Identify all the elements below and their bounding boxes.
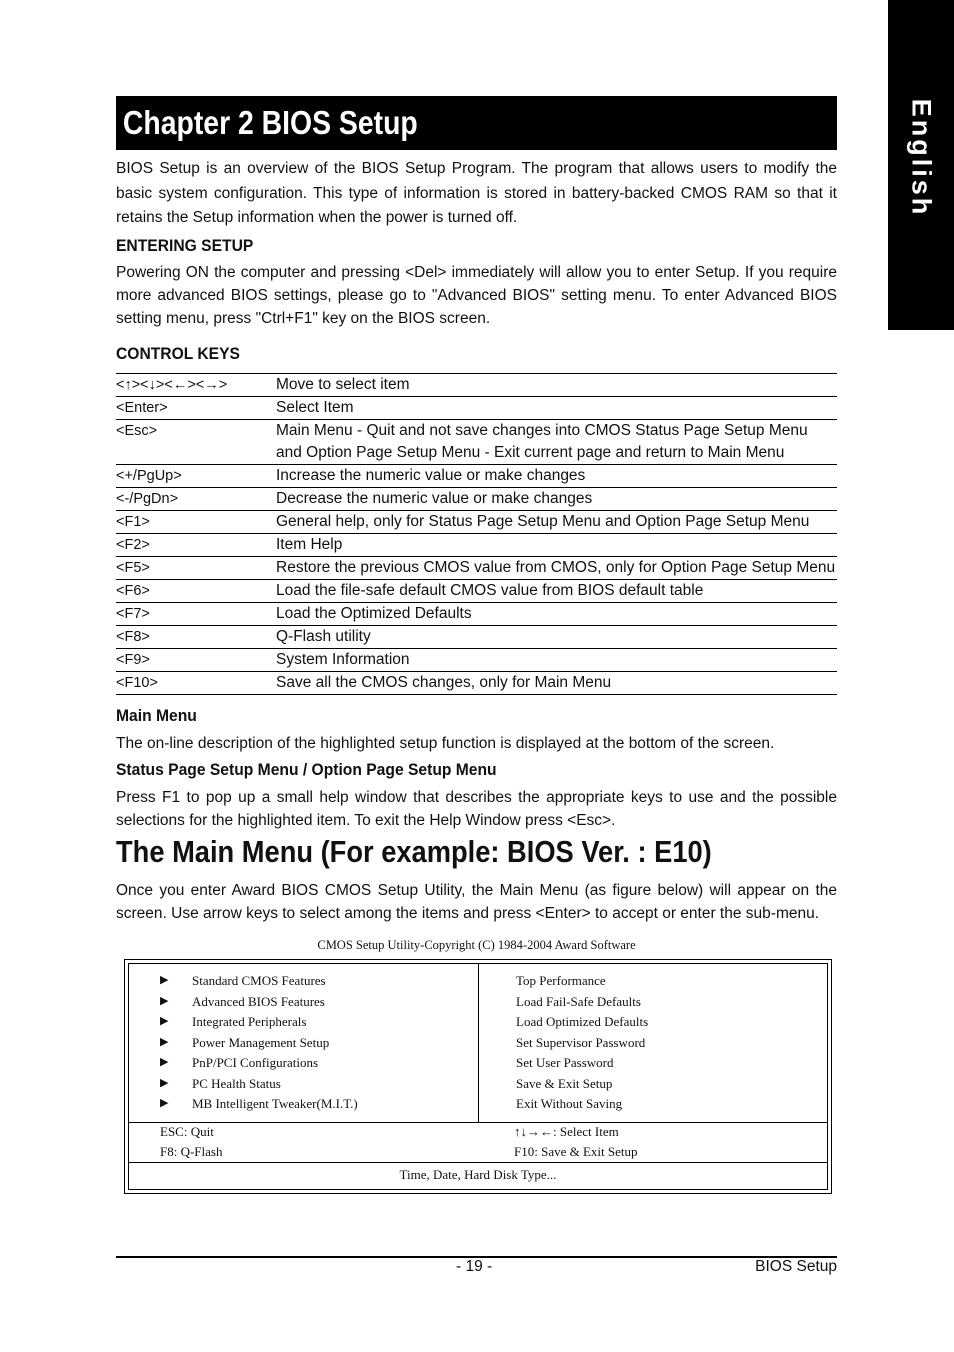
control-key-description: Select Item	[276, 399, 354, 416]
status-page-text: Press F1 to pop up a small help window that describes the appropriate keys to use and the possible selections for the highlighted item. To exit the Help Window press <Esc>.	[116, 789, 837, 829]
bios-caption: CMOS Setup Utility-Copyright (C) 1984-2004 Award Software	[317, 938, 636, 952]
control-key-name: <Esc>	[116, 423, 158, 439]
submenu-arrow-icon: ▶	[160, 1035, 169, 1048]
bios-menu-item[interactable]: Set Supervisor Password	[516, 1034, 646, 1050]
control-key-description: Move to select item	[276, 376, 410, 393]
footer-section-title: BIOS Setup	[755, 1258, 837, 1275]
control-key-name: <F10>	[116, 675, 158, 691]
control-key-name: <↑><↓><←><→>	[116, 377, 228, 393]
control-key-name: <F5>	[116, 560, 150, 576]
bios-menu-item[interactable]: Save & Exit Setup	[516, 1075, 613, 1091]
control-key-name: <F6>	[116, 583, 150, 599]
control-key-row	[116, 649, 837, 672]
control-key-name: <F9>	[116, 652, 150, 668]
control-key-description: Load the file-safe default CMOS value from BIOS default table	[276, 582, 704, 599]
bios-menu-item-label: Power Management Setup	[192, 1034, 330, 1050]
submenu-arrow-icon: ▶	[160, 1015, 169, 1027]
control-key-description: System Information	[276, 651, 410, 668]
f8-qflash-label: F8: Q-Flash	[160, 1144, 223, 1159]
control-key-description: Save all the CMOS changes, only for Main Menu	[276, 674, 612, 691]
control-key-description: Main Menu - Quit and not save changes into CMOS Status Page Setup Menu and Option Page Setup Menu - Exit current page and return to Main Menu	[276, 422, 808, 461]
chapter-title-bar	[116, 96, 837, 150]
bios-menu-item-label: PnP/PCI Configurations	[192, 1055, 319, 1070]
control-key-description: Load the Optimized Defaults	[276, 605, 472, 622]
control-key-name: <F1>	[116, 514, 150, 530]
control-key-name: <F7>	[116, 606, 150, 622]
entering-setup-text: Powering ON the computer and pressing <Del> immediately will allow you to enter Setup. If you require more advanced BIOS settings, please go to "Advanced BIOS" setting menu. To enter Advanced BIOS setting menu, press "Ctrl+F1" key on the BIOS screen.	[116, 264, 837, 327]
control-key-description: Q-Flash utility	[276, 628, 371, 645]
control-key-name: <-/PgDn>	[116, 491, 179, 507]
page-number: - 19 -	[456, 1258, 493, 1275]
control-key-name: <+/PgUp>	[116, 468, 182, 484]
entering-setup-heading: ENTERING SETUP	[116, 236, 254, 255]
control-key-row	[116, 580, 837, 603]
control-key-description: Restore the previous CMOS value from CMOS, only for Option Page Setup Menu	[276, 559, 836, 576]
bios-menu-item-label: MB Intelligent Tweaker(M.I.T.)	[192, 1096, 358, 1111]
intro-paragraph: BIOS Setup is an overview of the BIOS Setup Program. The program that allows users to modify the basic system configuration. This type of information is stored in battery-backed CMOS RAM so that it retains the Setup information when the power is turned off.	[116, 160, 837, 226]
select-item-label: ↑↓→←: Select Item	[514, 1124, 619, 1139]
control-key-row	[116, 374, 837, 397]
control-key-row	[116, 420, 837, 465]
control-key-row	[116, 557, 837, 580]
bios-screen-inner	[128, 963, 828, 1190]
language-tab-label: English	[906, 98, 937, 218]
bios-menu-item[interactable]: Load Fail-Safe Defaults	[516, 993, 641, 1009]
esc-quit-label: ESC: Quit	[160, 1124, 214, 1139]
control-keys-heading: CONTROL KEYS	[116, 344, 240, 363]
control-key-name: <F2>	[116, 537, 150, 553]
submenu-arrow-icon: ▶	[160, 974, 169, 986]
bios-left-menu	[129, 964, 479, 1122]
main-menu-text: The on-line description of the highlighted setup function is displayed at the bottom of the screen.	[116, 735, 775, 752]
bios-menu-item[interactable]: Top Performance	[516, 973, 606, 988]
f10-save-label: F10: Save & Exit Setup	[514, 1144, 638, 1159]
submenu-arrow-icon: ▶	[160, 1056, 169, 1068]
control-key-row	[116, 626, 837, 649]
control-key-name: <F8>	[116, 629, 150, 645]
control-key-row	[116, 511, 837, 534]
bios-screen-figure	[124, 959, 832, 1194]
bios-key-legend	[129, 1122, 827, 1163]
control-key-row	[116, 672, 837, 695]
bios-help-hint: Time, Date, Hard Disk Type...	[399, 1167, 557, 1182]
bios-menu-item-label: PC Health Status	[192, 1075, 281, 1091]
control-key-row	[116, 534, 837, 557]
control-key-description: Decrease the numeric value or make changes	[276, 490, 593, 507]
language-tab	[888, 0, 954, 330]
submenu-arrow-icon: ▶	[160, 1076, 169, 1089]
bios-menu-item-label: Advanced BIOS Features	[192, 993, 325, 1009]
status-page-heading: Status Page Setup Menu / Option Page Setup Menu	[116, 760, 497, 779]
control-keys-table	[116, 373, 837, 695]
submenu-arrow-icon: ▶	[160, 1097, 169, 1109]
bios-menu-item-label: Standard CMOS Features	[192, 973, 326, 988]
control-key-description: Item Help	[276, 536, 343, 553]
main-menu-example-title: The Main Menu (For example: BIOS Ver. : E10)	[116, 834, 712, 869]
main-menu-heading: Main Menu	[116, 706, 197, 725]
control-key-name: <Enter>	[116, 400, 168, 416]
control-key-description: General help, only for Status Page Setup Menu and Option Page Setup Menu	[276, 513, 810, 530]
bios-menu-item[interactable]: Set User Password	[516, 1055, 614, 1070]
main-menu-example-text: Once you enter Award BIOS CMOS Setup Utility, the Main Menu (as figure below) will appear on the screen. Use arrow keys to select among the items and press <Enter> to accept or enter the sub-menu.	[116, 882, 837, 922]
control-key-row	[116, 603, 837, 626]
bios-menu-item-label: Integrated Peripherals	[192, 1014, 307, 1029]
control-key-row	[116, 488, 837, 511]
bios-menu-item[interactable]: Load Optimized Defaults	[516, 1014, 649, 1029]
control-key-description: Increase the numeric value or make changes	[276, 467, 586, 484]
chapter-title: Chapter 2 BIOS Setup	[122, 104, 418, 141]
control-key-row	[116, 397, 837, 420]
bios-menu-item[interactable]: Exit Without Saving	[516, 1096, 623, 1111]
control-key-row	[116, 465, 837, 488]
submenu-arrow-icon: ▶	[160, 994, 169, 1007]
